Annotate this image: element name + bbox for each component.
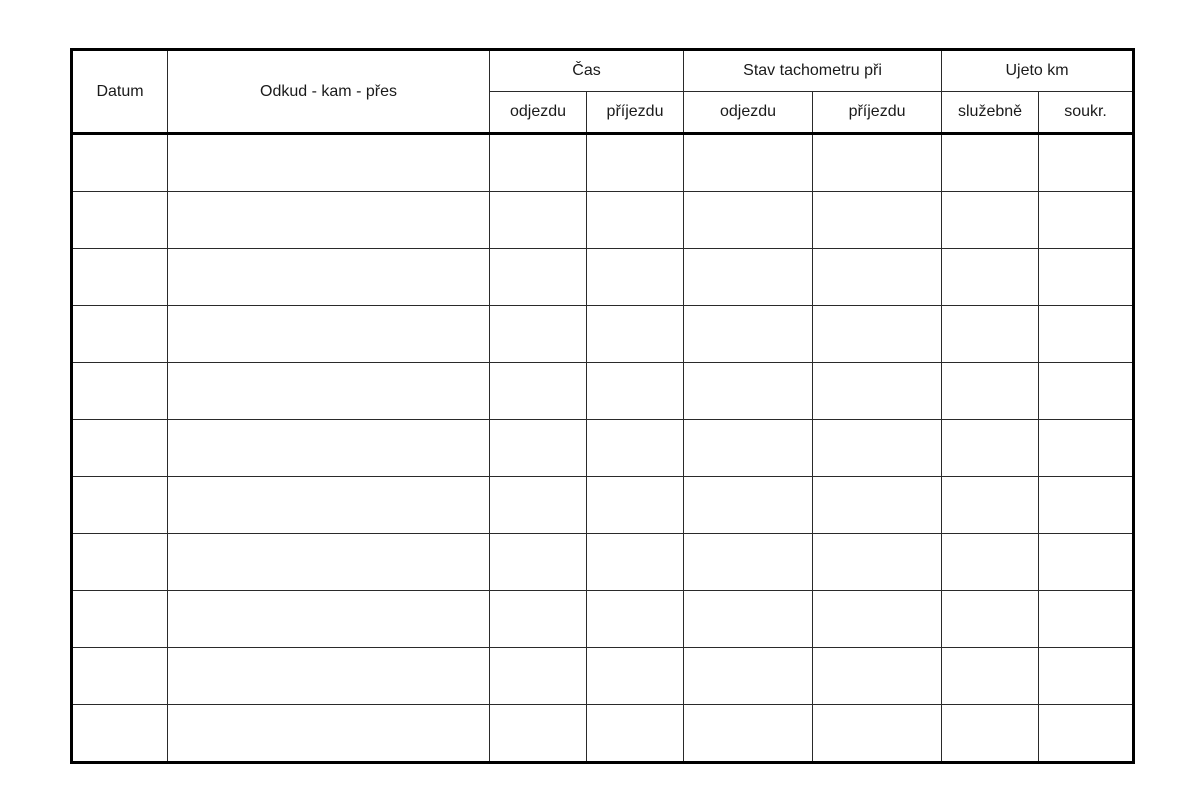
table-row xyxy=(72,705,1134,763)
datum-cell[interactable] xyxy=(72,705,168,763)
time-departure-cell[interactable] xyxy=(490,534,587,591)
subheader-odometer-departure: odjezdu xyxy=(684,92,813,134)
time-departure-cell[interactable] xyxy=(490,134,587,192)
table-row xyxy=(72,249,1134,306)
header-route: Odkud - kam - přes xyxy=(168,50,490,134)
time-arrival-cell[interactable] xyxy=(587,534,684,591)
route-cell[interactable] xyxy=(168,477,490,534)
logbook-sheet xyxy=(70,48,1132,764)
odometer-arrival-cell[interactable] xyxy=(813,705,942,763)
odometer-departure-cell[interactable] xyxy=(684,134,813,192)
header-datum: Datum xyxy=(72,50,168,134)
distance-private-cell[interactable] xyxy=(1039,420,1134,477)
distance-private-cell[interactable] xyxy=(1039,192,1134,249)
time-arrival-cell[interactable] xyxy=(587,363,684,420)
distance-private-cell[interactable] xyxy=(1039,134,1134,192)
datum-cell[interactable] xyxy=(72,249,168,306)
odometer-arrival-cell[interactable] xyxy=(813,534,942,591)
time-arrival-cell[interactable] xyxy=(587,134,684,192)
table-row xyxy=(72,534,1134,591)
time-departure-cell[interactable] xyxy=(490,705,587,763)
datum-cell[interactable] xyxy=(72,534,168,591)
route-cell[interactable] xyxy=(168,420,490,477)
table-row xyxy=(72,192,1134,249)
distance-business-cell[interactable] xyxy=(942,134,1039,192)
datum-cell[interactable] xyxy=(72,648,168,705)
distance-business-cell[interactable] xyxy=(942,192,1039,249)
time-departure-cell[interactable] xyxy=(490,477,587,534)
odometer-arrival-cell[interactable] xyxy=(813,249,942,306)
odometer-arrival-cell[interactable] xyxy=(813,363,942,420)
distance-private-cell[interactable] xyxy=(1039,534,1134,591)
distance-business-cell[interactable] xyxy=(942,534,1039,591)
distance-private-cell[interactable] xyxy=(1039,363,1134,420)
time-departure-cell[interactable] xyxy=(490,591,587,648)
odometer-arrival-cell[interactable] xyxy=(813,134,942,192)
distance-private-cell[interactable] xyxy=(1039,249,1134,306)
odometer-departure-cell[interactable] xyxy=(684,306,813,363)
header-distance-group: Ujeto km xyxy=(942,50,1134,92)
distance-private-cell[interactable] xyxy=(1039,591,1134,648)
table-row xyxy=(72,363,1134,420)
time-departure-cell[interactable] xyxy=(490,363,587,420)
subheader-odometer-arrival: příjezdu xyxy=(813,92,942,134)
subheader-distance-business: služebně xyxy=(942,92,1039,134)
odometer-arrival-cell[interactable] xyxy=(813,306,942,363)
time-departure-cell[interactable] xyxy=(490,249,587,306)
odometer-departure-cell[interactable] xyxy=(684,477,813,534)
route-cell[interactable] xyxy=(168,363,490,420)
datum-cell[interactable] xyxy=(72,363,168,420)
route-cell[interactable] xyxy=(168,534,490,591)
distance-business-cell[interactable] xyxy=(942,420,1039,477)
time-arrival-cell[interactable] xyxy=(587,420,684,477)
time-departure-cell[interactable] xyxy=(490,648,587,705)
time-arrival-cell[interactable] xyxy=(587,477,684,534)
datum-cell[interactable] xyxy=(72,420,168,477)
route-cell[interactable] xyxy=(168,306,490,363)
route-cell[interactable] xyxy=(168,648,490,705)
route-cell[interactable] xyxy=(168,249,490,306)
distance-business-cell[interactable] xyxy=(942,249,1039,306)
distance-private-cell[interactable] xyxy=(1039,705,1134,763)
subheader-distance-private: soukr. xyxy=(1039,92,1134,134)
distance-business-cell[interactable] xyxy=(942,648,1039,705)
table-row xyxy=(72,591,1134,648)
header-time-group: Čas xyxy=(490,50,684,92)
table-row xyxy=(72,477,1134,534)
odometer-arrival-cell[interactable] xyxy=(813,648,942,705)
logbook-table xyxy=(70,48,1135,764)
time-departure-cell[interactable] xyxy=(490,306,587,363)
distance-business-cell[interactable] xyxy=(942,477,1039,534)
datum-cell[interactable] xyxy=(72,192,168,249)
header-odometer-group: Stav tachometru při xyxy=(684,50,942,92)
distance-private-cell[interactable] xyxy=(1039,477,1134,534)
time-arrival-cell[interactable] xyxy=(587,705,684,763)
table-row xyxy=(72,306,1134,363)
subheader-time-arrival: příjezdu xyxy=(587,92,684,134)
odometer-arrival-cell[interactable] xyxy=(813,420,942,477)
distance-private-cell[interactable] xyxy=(1039,648,1134,705)
time-arrival-cell[interactable] xyxy=(587,591,684,648)
distance-business-cell[interactable] xyxy=(942,363,1039,420)
table-row xyxy=(72,420,1134,477)
odometer-departure-cell[interactable] xyxy=(684,249,813,306)
datum-cell[interactable] xyxy=(72,591,168,648)
time-departure-cell[interactable] xyxy=(490,192,587,249)
odometer-departure-cell[interactable] xyxy=(684,705,813,763)
odometer-departure-cell[interactable] xyxy=(684,420,813,477)
distance-business-cell[interactable] xyxy=(942,591,1039,648)
distance-private-cell[interactable] xyxy=(1039,306,1134,363)
time-arrival-cell[interactable] xyxy=(587,192,684,249)
time-departure-cell[interactable] xyxy=(490,420,587,477)
distance-business-cell[interactable] xyxy=(942,306,1039,363)
table-row xyxy=(72,648,1134,705)
route-cell[interactable] xyxy=(168,705,490,763)
route-cell[interactable] xyxy=(168,134,490,192)
time-arrival-cell[interactable] xyxy=(587,306,684,363)
odometer-arrival-cell[interactable] xyxy=(813,477,942,534)
odometer-departure-cell[interactable] xyxy=(684,648,813,705)
time-arrival-cell[interactable] xyxy=(587,648,684,705)
logbook-body xyxy=(72,134,1134,763)
subheader-time-departure: odjezdu xyxy=(490,92,587,134)
route-cell[interactable] xyxy=(168,591,490,648)
odometer-departure-cell[interactable] xyxy=(684,591,813,648)
odometer-departure-cell[interactable] xyxy=(684,192,813,249)
odometer-arrival-cell[interactable] xyxy=(813,192,942,249)
odometer-departure-cell[interactable] xyxy=(684,534,813,591)
distance-business-cell[interactable] xyxy=(942,705,1039,763)
datum-cell[interactable] xyxy=(72,477,168,534)
table-row xyxy=(72,134,1134,192)
route-cell[interactable] xyxy=(168,192,490,249)
odometer-arrival-cell[interactable] xyxy=(813,591,942,648)
time-arrival-cell[interactable] xyxy=(587,249,684,306)
datum-cell[interactable] xyxy=(72,306,168,363)
datum-cell[interactable] xyxy=(72,134,168,192)
odometer-departure-cell[interactable] xyxy=(684,363,813,420)
